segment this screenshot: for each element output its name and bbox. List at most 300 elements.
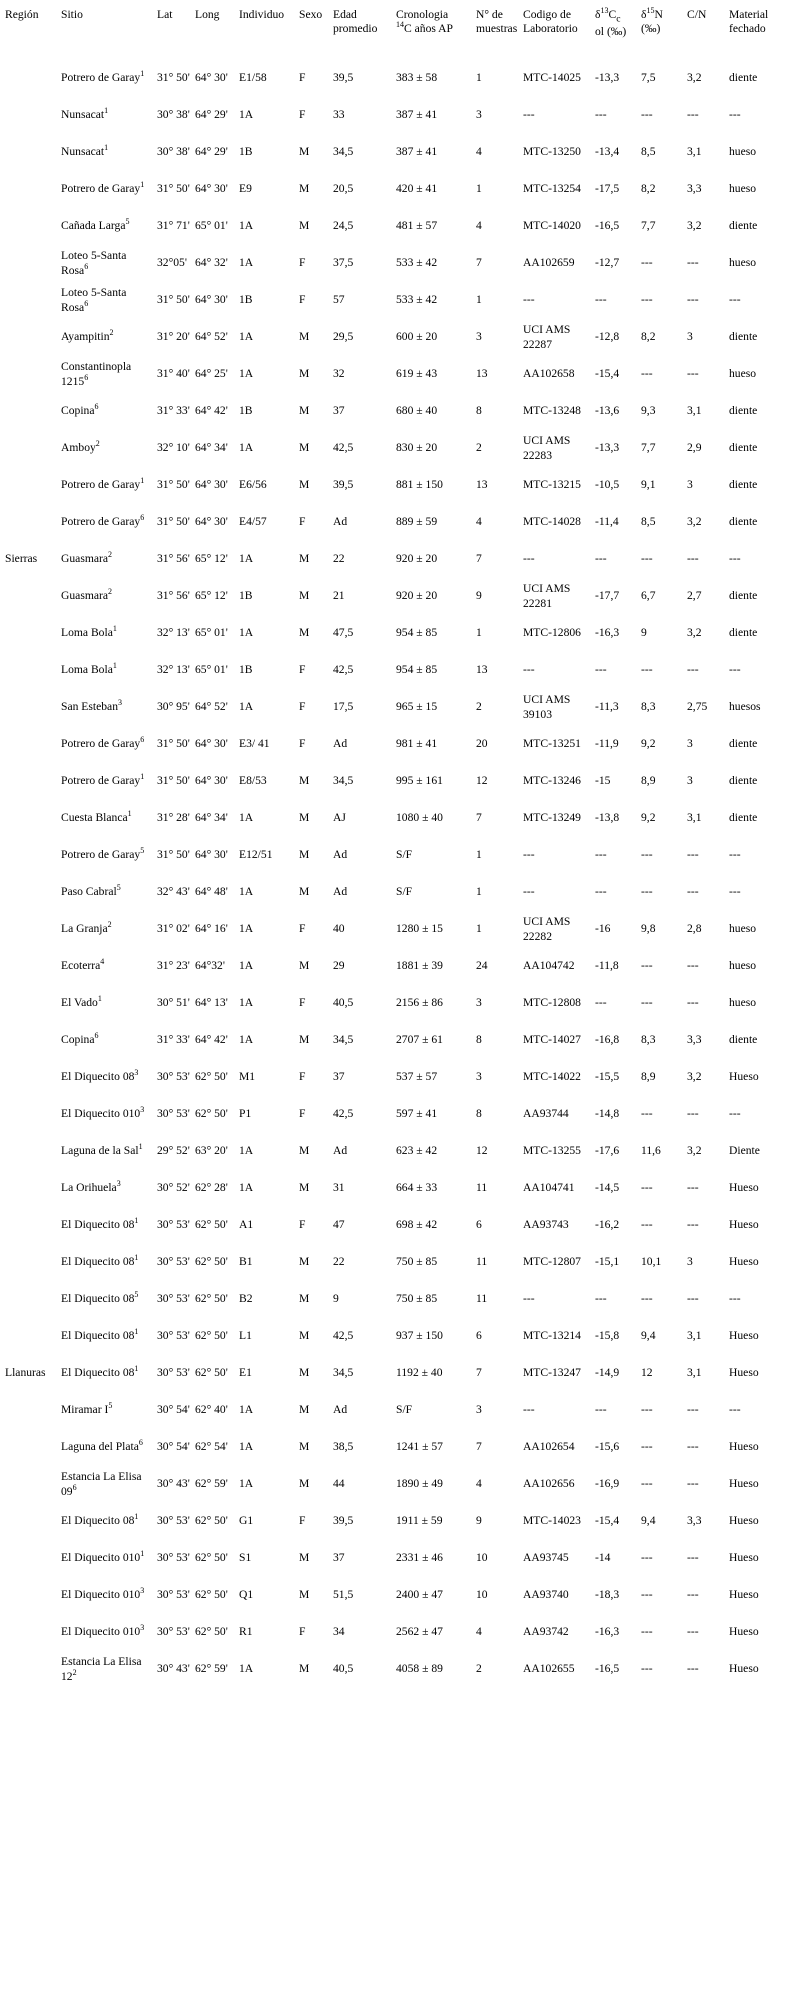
reference-superscript: 3 xyxy=(140,1586,145,1596)
material-cell: Hueso xyxy=(729,1625,759,1639)
site-cell: El Diquecito $010^3$ xyxy=(61,1586,145,1602)
cn-ratio-cell: 3,1 xyxy=(687,404,702,418)
lab-code-cell: MTC-14023 xyxy=(523,1514,581,1528)
sample-count-cell: 9 xyxy=(476,589,482,603)
longitude-cell: 65° 01' xyxy=(195,663,228,677)
sample-count-cell: 12 xyxy=(476,774,488,788)
lab-code-cell: MTC-14022 xyxy=(523,1070,581,1084)
latitude-cell: 31° 50' xyxy=(157,515,190,529)
sex-cell: F xyxy=(299,996,306,1010)
site-cell: El Vado$^1$ xyxy=(61,994,102,1010)
sample-count-cell: 4 xyxy=(476,145,482,159)
chronology-cell: 2562 ± 47 xyxy=(396,1625,443,1639)
latitude-cell: 31° 50' xyxy=(157,774,190,788)
cn-ratio-cell: --- xyxy=(687,663,699,677)
site-cell: Laguna de la Sal$^1$ xyxy=(61,1142,143,1158)
latitude-cell: 31° 71' xyxy=(157,219,190,233)
chronology-cell: 1280 ± 15 xyxy=(396,922,443,936)
reference-superscript: 3 xyxy=(116,1179,121,1189)
d13c-cell: -11,4 xyxy=(595,515,619,529)
d13c-cell: -13,3 xyxy=(595,71,620,85)
chronology-cell: 481 ± 57 xyxy=(396,219,438,233)
reference-superscript: 1 xyxy=(104,106,109,116)
d15n-cell: --- xyxy=(641,1551,653,1565)
cn-ratio-cell: --- xyxy=(687,1292,699,1306)
table-row xyxy=(3,1355,800,1392)
sample-count-cell: 3 xyxy=(476,1403,482,1417)
individual-cell: 1A xyxy=(239,1033,254,1047)
longitude-cell: 62° 50' xyxy=(195,1588,228,1602)
longitude-cell: 64° 42' xyxy=(195,404,228,418)
d15n-cell: --- xyxy=(641,1107,653,1121)
age-cell: 42,5 xyxy=(333,1107,354,1121)
d15n-cell: --- xyxy=(641,1662,653,1676)
sex-cell: F xyxy=(299,1514,306,1528)
d13c-cell: -15,6 xyxy=(595,1440,620,1454)
sex-cell: M xyxy=(299,441,310,455)
material-cell: diente xyxy=(729,441,758,455)
material-cell: Hueso xyxy=(729,1477,759,1491)
latitude-cell: 30° 43' xyxy=(157,1477,190,1491)
latitude-cell: 32° 43' xyxy=(157,885,190,899)
sample-count-cell: 9 xyxy=(476,1514,482,1528)
table-row xyxy=(3,948,800,985)
cn-ratio-cell: --- xyxy=(687,1625,699,1639)
table-row xyxy=(3,208,800,245)
d13c-cell: -14,5 xyxy=(595,1181,620,1195)
sample-count-cell: 2 xyxy=(476,1662,482,1676)
cn-ratio-cell: 3 xyxy=(687,774,693,788)
age-cell: 39,5 xyxy=(333,1514,354,1528)
age-cell: 47,5 xyxy=(333,626,354,640)
individual-cell: A1 xyxy=(239,1218,254,1232)
d15n-cell: 11,6 xyxy=(641,1144,661,1158)
site-cell: Loma Bola$^1$ xyxy=(61,661,117,677)
latitude-cell: 30° 51' xyxy=(157,996,190,1010)
site-cell: Potrero de Garay$^1$ xyxy=(61,69,145,85)
chronology-cell: 1881 ± 39 xyxy=(396,959,443,973)
sex-cell: M xyxy=(299,1662,310,1676)
reference-superscript: 1 xyxy=(112,661,117,671)
material-cell: diente xyxy=(729,811,758,825)
latitude-cell: 31° 20' xyxy=(157,330,190,344)
latitude-cell: 32° 13' xyxy=(157,663,190,677)
site-cell: San Esteban$^3$ xyxy=(61,698,122,714)
chronology-cell: 537 ± 57 xyxy=(396,1070,438,1084)
longitude-cell: 62° 28' xyxy=(195,1181,228,1195)
d15n-cell: 10,1 xyxy=(641,1255,662,1269)
sex-cell: F xyxy=(299,1070,306,1084)
sex-cell: M xyxy=(299,1144,310,1158)
site-cell: Amboy$^2$ xyxy=(61,439,100,455)
lab-code-cell: --- xyxy=(523,108,535,122)
longitude-cell: 64° 30' xyxy=(195,71,228,85)
longitude-cell: 65° 12' xyxy=(195,589,228,603)
d13c-cell: -10,5 xyxy=(595,478,620,492)
reference-superscript: 2 xyxy=(109,328,114,338)
header-d15n: $\delta^{15}N$ (‰) xyxy=(641,6,663,36)
material-cell: Hueso xyxy=(729,1440,759,1454)
sex-cell: M xyxy=(299,774,310,788)
sample-count-cell: 1 xyxy=(476,293,482,307)
d15n-cell: --- xyxy=(641,1477,653,1491)
cn-ratio-cell: --- xyxy=(687,1588,699,1602)
individual-cell: E1/58 xyxy=(239,71,267,85)
lab-code-cell: --- xyxy=(523,663,535,677)
lab-code-cell: AA102659 xyxy=(523,256,575,270)
d13c-cell: --- xyxy=(595,108,607,122)
chronology-cell: 533 ± 42 xyxy=(396,293,438,307)
site-cell: Potrero de Garay$^5$ xyxy=(61,846,145,862)
lab-code-cell: --- xyxy=(523,1403,535,1417)
age-cell: 39,5 xyxy=(333,478,354,492)
reference-superscript: 1 xyxy=(140,772,145,782)
sample-count-cell: 13 xyxy=(476,478,488,492)
latitude-cell: 30° 53' xyxy=(157,1366,190,1380)
chronology-cell: 2331 ± 46 xyxy=(396,1551,443,1565)
table-row xyxy=(3,1503,800,1540)
table-row xyxy=(3,97,800,134)
longitude-cell: 62° 50' xyxy=(195,1329,228,1343)
material-cell: Hueso xyxy=(729,1662,759,1676)
d15n-cell: 8,2 xyxy=(641,330,656,344)
longitude-cell: 64° 25' xyxy=(195,367,228,381)
reference-superscript: 1 xyxy=(140,69,145,79)
d15n-cell: --- xyxy=(641,959,653,973)
sex-cell: F xyxy=(299,256,306,270)
d13c-cell: -13,4 xyxy=(595,145,620,159)
longitude-cell: 64° 29' xyxy=(195,108,228,122)
sex-cell: F xyxy=(299,663,306,677)
site-cell: Cañada Larga$^5$ xyxy=(61,217,130,233)
d15n-cell: 8,9 xyxy=(641,1070,656,1084)
longitude-cell: 64° 16' xyxy=(195,922,228,936)
d13c-cell: -17,6 xyxy=(595,1144,620,1158)
individual-cell: 1A xyxy=(239,256,254,270)
reference-superscript: 6 xyxy=(84,261,89,271)
header-chronology: Cronologia $^{14}$C años AP xyxy=(396,8,453,36)
d13c-cell: -16,3 xyxy=(595,1625,620,1639)
longitude-cell: 62° 50' xyxy=(195,1625,228,1639)
table-row xyxy=(3,1651,800,1688)
d13c-cell: -15,8 xyxy=(595,1329,620,1343)
cn-ratio-cell: 3,1 xyxy=(687,811,702,825)
latitude-cell: 31° 33' xyxy=(157,1033,190,1047)
lab-code-cell: MTC-13248 xyxy=(523,404,581,418)
table-row xyxy=(3,1429,800,1466)
latitude-cell: 30° 53' xyxy=(157,1292,190,1306)
table-row xyxy=(3,1244,800,1281)
d13c-cell: --- xyxy=(595,1403,607,1417)
table-row xyxy=(3,615,800,652)
sex-cell: M xyxy=(299,145,310,159)
site-cell: Potrero de Garay$^6$ xyxy=(61,513,145,529)
d13c-cell: --- xyxy=(595,552,607,566)
site-cell: Potrero de Garay$^1$ xyxy=(61,772,145,788)
cn-ratio-cell: 3 xyxy=(687,737,693,751)
cn-ratio-cell: 2,75 xyxy=(687,700,708,714)
material-cell: --- xyxy=(729,885,741,899)
age-cell: 38,5 xyxy=(333,1440,354,1454)
lab-code-cell: UCI AMS 22281 xyxy=(523,582,571,610)
d15n-cell: --- xyxy=(641,1440,653,1454)
lab-code-cell: MTC-12807 xyxy=(523,1255,581,1269)
d15n-cell: 8,9 xyxy=(641,774,656,788)
d13c-cell: -11,9 xyxy=(595,737,619,751)
table-row xyxy=(3,430,800,467)
d15n-cell: --- xyxy=(641,1181,653,1195)
longitude-cell: 64° 30' xyxy=(195,478,228,492)
lab-code-cell: MTC-14028 xyxy=(523,515,581,529)
reference-superscript: 1 xyxy=(97,994,102,1004)
individual-cell: 1B xyxy=(239,589,253,603)
d15n-cell: --- xyxy=(641,1218,653,1232)
d13c-cell: -16,8 xyxy=(595,1033,620,1047)
sample-count-cell: 7 xyxy=(476,1440,482,1454)
d15n-cell: --- xyxy=(641,552,653,566)
lab-code-cell: --- xyxy=(523,552,535,566)
reference-superscript: 2 xyxy=(72,1667,77,1677)
d13c-cell: -18,3 xyxy=(595,1588,620,1602)
header-age: Edad promedio xyxy=(333,8,378,36)
latitude-cell: 31° 56' xyxy=(157,589,190,603)
latitude-cell: 31° 50' xyxy=(157,478,190,492)
longitude-cell: 63° 20' xyxy=(195,1144,228,1158)
reference-superscript: 1 xyxy=(134,1216,139,1226)
cn-ratio-cell: 3,1 xyxy=(687,1329,702,1343)
age-cell: Ad xyxy=(333,737,348,751)
reference-superscript: 1 xyxy=(140,476,145,486)
material-cell: Hueso xyxy=(729,1218,759,1232)
material-cell: diente xyxy=(729,330,758,344)
sample-count-cell: 7 xyxy=(476,811,482,825)
cn-ratio-cell: --- xyxy=(687,552,699,566)
latitude-cell: 30° 53' xyxy=(157,1218,190,1232)
latitude-cell: 30° 52' xyxy=(157,1181,190,1195)
longitude-cell: 62° 50' xyxy=(195,1551,228,1565)
material-cell: diente xyxy=(729,404,758,418)
latitude-cell: 30° 38' xyxy=(157,108,190,122)
individual-cell: 1A xyxy=(239,1440,254,1454)
sample-count-cell: 8 xyxy=(476,1033,482,1047)
reference-superscript: 4 xyxy=(100,957,105,967)
reference-superscript: 6 xyxy=(84,372,89,382)
cn-ratio-cell: --- xyxy=(687,1440,699,1454)
d15n-cell: 8,5 xyxy=(641,145,656,159)
chronology-cell: 383 ± 58 xyxy=(396,71,438,85)
sex-cell: M xyxy=(299,1292,310,1306)
d13c-cell: -15,5 xyxy=(595,1070,620,1084)
d15n-cell: --- xyxy=(641,1625,653,1639)
longitude-cell: 64° 52' xyxy=(195,330,228,344)
age-cell: 37 xyxy=(333,1551,345,1565)
table-row xyxy=(3,763,800,800)
lab-code-cell: UCI AMS 22282 xyxy=(523,915,571,943)
cn-ratio-cell: 3,3 xyxy=(687,1514,702,1528)
site-cell: Estancia La Elisa $09^6$ xyxy=(61,1470,142,1498)
cn-ratio-cell: --- xyxy=(687,367,699,381)
age-cell: 34,5 xyxy=(333,1366,354,1380)
d13c-cell: -17,5 xyxy=(595,182,620,196)
reference-superscript: 1 xyxy=(138,1142,143,1152)
header-d13c: $\delta^{13}C_c$ ol (‰) xyxy=(595,6,627,39)
reference-superscript: 1 xyxy=(127,809,132,819)
chronology-cell: 881 ± 150 xyxy=(396,478,443,492)
latitude-cell: 31° 28' xyxy=(157,811,190,825)
individual-cell: 1A xyxy=(239,1662,254,1676)
material-cell: diente xyxy=(729,1033,758,1047)
material-cell: Hueso xyxy=(729,1181,759,1195)
header-lat: Lat xyxy=(157,8,173,21)
material-cell: diente xyxy=(729,589,758,603)
cn-ratio-cell: --- xyxy=(687,1218,699,1232)
site-cell: El Diquecito $08^1$ xyxy=(61,1327,139,1343)
material-cell: --- xyxy=(729,1107,741,1121)
header-row xyxy=(3,0,800,60)
chronology-cell: 750 ± 85 xyxy=(396,1292,438,1306)
chronology-cell: 889 ± 59 xyxy=(396,515,438,529)
site-cell: Loteo 5-Santa Rosa$^6$ xyxy=(61,249,127,277)
sample-count-cell: 4 xyxy=(476,515,482,529)
latitude-cell: 30° 53' xyxy=(157,1514,190,1528)
material-cell: --- xyxy=(729,1292,741,1306)
sex-cell: F xyxy=(299,293,306,307)
individual-cell: 1A xyxy=(239,330,254,344)
cn-ratio-cell: 3,3 xyxy=(687,182,702,196)
cn-ratio-cell: 2,7 xyxy=(687,589,702,603)
reference-superscript: 6 xyxy=(84,298,89,308)
individual-cell: 1A xyxy=(239,1403,254,1417)
chronology-cell: 1890 ± 49 xyxy=(396,1477,443,1491)
sample-count-cell: 4 xyxy=(476,1477,482,1491)
table-row xyxy=(3,1207,800,1244)
material-cell: hueso xyxy=(729,256,757,270)
lab-code-cell: AA102655 xyxy=(523,1662,575,1676)
sample-count-cell: 13 xyxy=(476,663,488,677)
sex-cell: M xyxy=(299,589,310,603)
site-cell: Nunsacat$^1$ xyxy=(61,143,109,159)
d15n-cell: 8,5 xyxy=(641,515,656,529)
chronology-cell: S/F xyxy=(396,885,413,899)
material-cell: --- xyxy=(729,108,741,122)
material-cell: diente xyxy=(729,626,758,640)
individual-cell: S1 xyxy=(239,1551,252,1565)
table-row xyxy=(3,245,800,282)
material-cell: Hueso xyxy=(729,1255,759,1269)
d15n-cell: --- xyxy=(641,256,653,270)
age-cell: 34 xyxy=(333,1625,345,1639)
lab-code-cell: MTC-13251 xyxy=(523,737,581,751)
d15n-cell: 8,3 xyxy=(641,700,656,714)
table-row xyxy=(3,319,800,356)
lab-code-cell: MTC-13215 xyxy=(523,478,581,492)
latitude-cell: 31° 23' xyxy=(157,959,190,973)
sample-count-cell: 20 xyxy=(476,737,488,751)
sex-cell: M xyxy=(299,1403,310,1417)
sample-count-cell: 7 xyxy=(476,552,482,566)
header-cn: C/N xyxy=(687,8,707,21)
table-row xyxy=(3,356,800,393)
d13c-cell: --- xyxy=(595,848,607,862)
longitude-cell: 64° 52' xyxy=(195,700,228,714)
individual-cell: B1 xyxy=(239,1255,253,1269)
latitude-cell: 30° 53' xyxy=(157,1070,190,1084)
age-cell: Ad xyxy=(333,848,348,862)
reference-superscript: 5 xyxy=(125,217,130,227)
material-cell: diente xyxy=(729,478,758,492)
lab-code-cell: MTC-13255 xyxy=(523,1144,581,1158)
lab-code-cell: AA102658 xyxy=(523,367,575,381)
lab-code-cell: AA93740 xyxy=(523,1588,569,1602)
latitude-cell: 32° 10' xyxy=(157,441,190,455)
longitude-cell: 62° 59' xyxy=(195,1662,228,1676)
lab-code-cell: MTC-13214 xyxy=(523,1329,581,1343)
chronology-cell: 2707 ± 61 xyxy=(396,1033,443,1047)
d13c-cell: -17,7 xyxy=(595,589,620,603)
individual-cell: M1 xyxy=(239,1070,256,1084)
lab-code-cell: UCI AMS 39103 xyxy=(523,693,571,721)
material-cell: huesos xyxy=(729,700,761,714)
lab-code-cell: --- xyxy=(523,848,535,862)
site-cell: Ayampitin$^2$ xyxy=(61,328,114,344)
individual-cell: 1A xyxy=(239,811,254,825)
latitude-cell: 30° 53' xyxy=(157,1625,190,1639)
reference-superscript: 3 xyxy=(140,1105,145,1115)
sex-cell: F xyxy=(299,515,306,529)
sex-cell: F xyxy=(299,1218,306,1232)
material-cell: hueso xyxy=(729,996,757,1010)
table-row xyxy=(3,1577,800,1614)
latitude-cell: 31° 50' xyxy=(157,848,190,862)
material-cell: Hueso xyxy=(729,1514,759,1528)
site-cell: Potrero de Garay$^1$ xyxy=(61,476,145,492)
sample-count-cell: 7 xyxy=(476,256,482,270)
d13c-cell: -15 xyxy=(595,774,611,788)
age-cell: Ad xyxy=(333,885,348,899)
d15n-cell: 9,2 xyxy=(641,811,656,825)
d15n-cell: 7,7 xyxy=(641,441,656,455)
chronology-cell: 954 ± 85 xyxy=(396,663,438,677)
header-site: Sitio xyxy=(61,8,83,21)
material-cell: --- xyxy=(729,663,741,677)
chronology-cell: S/F xyxy=(396,1403,413,1417)
individual-cell: 1A xyxy=(239,367,254,381)
individual-cell: E4/57 xyxy=(239,515,267,529)
table-row xyxy=(3,541,800,578)
longitude-cell: 64° 30' xyxy=(195,182,228,196)
sample-count-cell: 1 xyxy=(476,848,482,862)
material-cell: Hueso xyxy=(729,1551,759,1565)
material-cell: hueso xyxy=(729,922,757,936)
d13c-cell: -13,8 xyxy=(595,811,620,825)
material-cell: hueso xyxy=(729,145,757,159)
reference-superscript: 2 xyxy=(108,587,112,597)
cn-ratio-cell: --- xyxy=(687,108,699,122)
age-cell: 37 xyxy=(333,404,345,418)
cn-ratio-cell: --- xyxy=(687,959,699,973)
d15n-cell: 6,7 xyxy=(641,589,656,603)
cn-ratio-cell: --- xyxy=(687,996,699,1010)
longitude-cell: 62° 50' xyxy=(195,1107,228,1121)
age-cell: 29,5 xyxy=(333,330,354,344)
table-row xyxy=(3,1466,800,1503)
age-cell: 34,5 xyxy=(333,1033,354,1047)
table-row xyxy=(3,837,800,874)
longitude-cell: 64° 30' xyxy=(195,515,228,529)
longitude-cell: 65° 12' xyxy=(195,552,228,566)
age-cell: 37,5 xyxy=(333,256,354,270)
longitude-cell: 65° 01' xyxy=(195,626,228,640)
